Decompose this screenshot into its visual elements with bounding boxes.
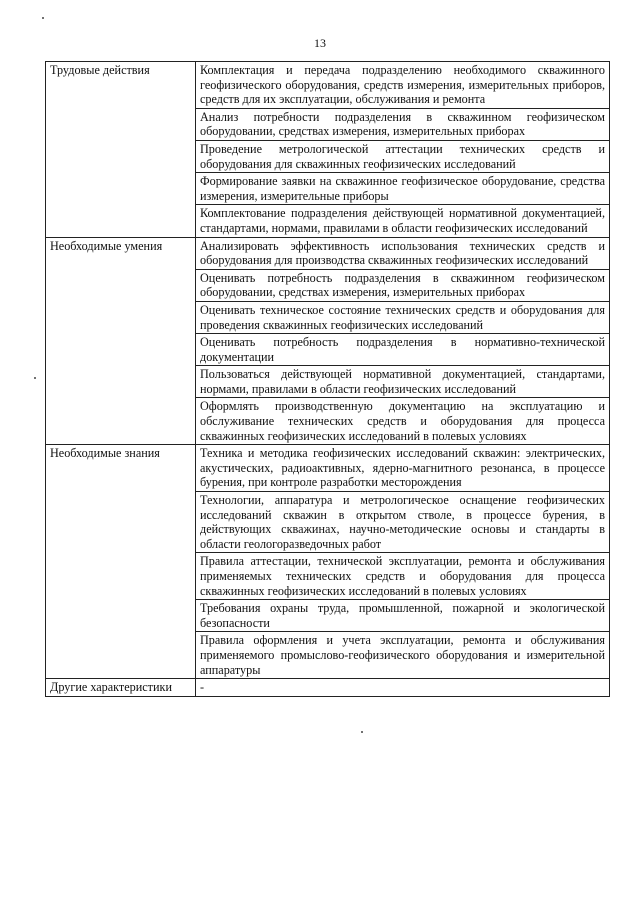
page-number: 13 — [314, 36, 326, 50]
table-cell: Анализировать эффективность использования технических средств и оборудования для производства скважинных геофизических исследований — [196, 237, 610, 269]
table-cell: Комплектование подразделения действующей нормативной документацией, стандартами, нормами, правилами в области геофизических исследований — [196, 205, 610, 237]
table-row — [46, 62, 610, 109]
table-cell: Оценивать техническое состояние технических средств и оборудования для проведения скважинных геофизических исследований — [196, 301, 610, 333]
table-cell: Оценивать потребность подразделения в нормативно-технической документации — [196, 334, 610, 366]
table-cell: Оценивать потребность подразделения в скважинном геофизическом оборудовании, средствах измерения, измерительных приборах — [196, 269, 610, 301]
table-cell: Требования охраны труда, промышленной, пожарной и экологической безопасности — [196, 600, 610, 632]
row-label-labor-actions: Трудовые действия — [46, 62, 196, 238]
row-label-other-characteristics: Другие характеристики — [46, 679, 196, 697]
qualification-table — [45, 61, 610, 697]
table-row — [46, 445, 610, 492]
table-cell: Правила оформления и учета эксплуатации, ремонта и обслуживания применяемого промыслово-геофизического оборудования и измерительной аппаратуры — [196, 632, 610, 679]
row-label-required-knowledge: Необходимые знания — [46, 445, 196, 679]
table-cell: Пользоваться действующей нормативной документацией, стандартами, нормами, правилами в области геофизических исследований — [196, 366, 610, 398]
table-cell: - — [196, 679, 610, 697]
table-cell: Проведение метрологической аттестации технических средств и оборудования для скважинных геофизических исследований — [196, 140, 610, 172]
table-cell: Комплектация и передача подразделению необходимого скважинного геофизического оборудования, средств измерения, измерительных приборов, средств для их эксплуатации, обслуживания и ремонта — [196, 62, 610, 109]
table-row — [46, 237, 610, 269]
table-row — [46, 679, 610, 697]
table-cell: Анализ потребности подразделения в скважинном геофизическом оборудовании, средствах измерения, измерительных приборах — [196, 108, 610, 140]
table-cell: Правила аттестации, технической эксплуатации, ремонта и обслуживания применяемых технических средств и оборудования для процесса скважинных геофизических исследований в полевых условиях — [196, 553, 610, 600]
table-cell: Техника и методика геофизических исследований скважин: электрических, акустических, радиоактивных, ядерно-магнитного резонанса, в процессе бурения, при контроле разработки месторождения — [196, 445, 610, 492]
table-cell: Оформлять производственную документацию на эксплуатацию и обслуживание технических средств и оборудования для процесса скважинных геофизических исследований в полевых условиях — [196, 398, 610, 445]
row-label-required-skills: Необходимые умения — [46, 237, 196, 445]
table-cell: Технологии, аппаратура и метрологическое оснащение геофизических исследований скважин в открытом стволе, в процессе бурения, в действующих скважинах, научно-методические основы и стандарты в области геологоразведочных работ — [196, 492, 610, 553]
table-cell: Формирование заявки на скважинное геофизическое оборудование, средства измерения, измерительные приборы — [196, 173, 610, 205]
